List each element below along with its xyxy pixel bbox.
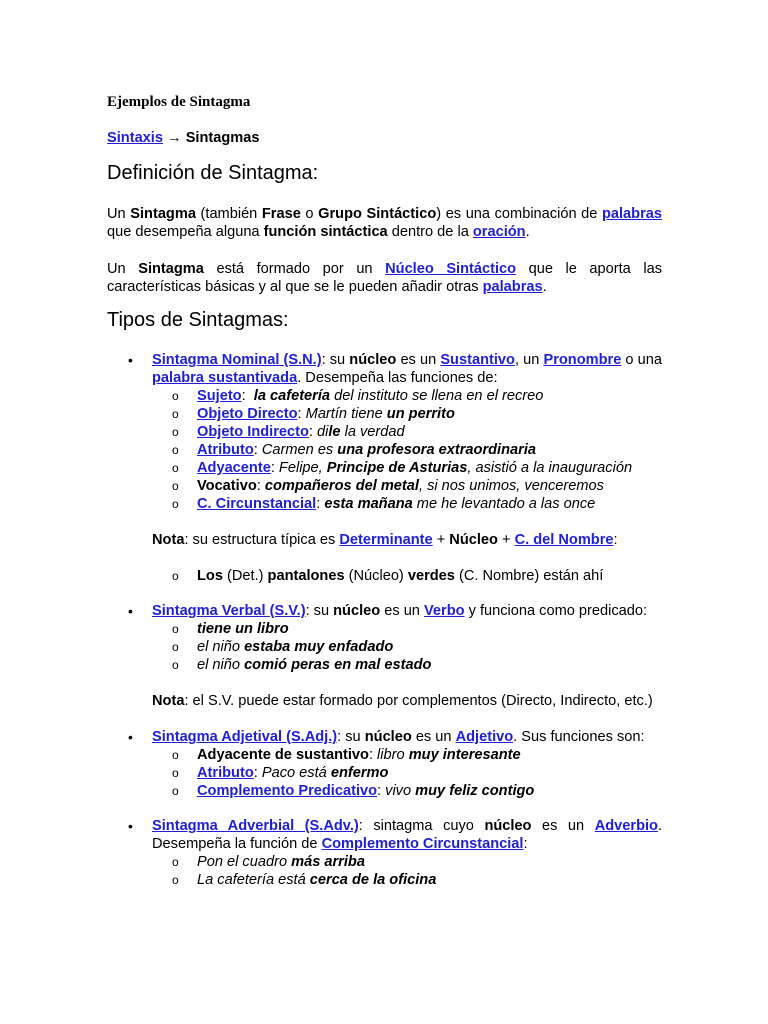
text: una profesora extraordinaria	[337, 442, 536, 458]
sadv-example-2	[197, 872, 667, 890]
link-objeto-indirecto[interactable]: Objeto Indirecto	[197, 424, 309, 440]
text: muy feliz contigo	[415, 783, 535, 799]
sv-note	[152, 693, 662, 711]
term-vocativo: Vocativo	[197, 478, 257, 494]
link-sustantivo[interactable]: Sustantivo	[440, 352, 515, 368]
link-sintagma-nominal[interactable]: Sintagma Nominal (S.N.)	[152, 352, 322, 368]
link-nucleo-sintactico[interactable]: Núcleo Sintáctico	[385, 261, 517, 277]
text: es un	[396, 352, 441, 368]
text: Los	[197, 568, 223, 584]
sintagma-nominal-item	[152, 352, 662, 387]
text: :	[270, 460, 279, 476]
text: o una	[621, 352, 663, 368]
text: (también	[195, 206, 262, 222]
link-palabras[interactable]: palabras	[601, 206, 662, 222]
text: vivo	[385, 783, 416, 799]
sub-bullet-icon: o	[172, 855, 179, 869]
text: : sintagma cuyo	[358, 818, 485, 834]
bullet-icon: •	[128, 729, 133, 745]
term-sintagma: Sintagma	[138, 261, 204, 277]
sv-example-2	[197, 639, 667, 657]
text: el niño	[197, 657, 245, 673]
text: Pon el cuadro	[197, 854, 292, 870]
text: :	[316, 496, 325, 512]
sadv-example-1	[197, 854, 667, 872]
text: Carmen es	[261, 442, 338, 458]
text: del instituto se llena en el recreo	[330, 388, 544, 404]
text: : su estructura típica es	[184, 532, 340, 548]
text: enfermo	[330, 765, 389, 781]
sub-bullet-icon: o	[172, 407, 179, 421]
link-sintagma-verbal[interactable]: Sintagma Verbal (S.V.)	[152, 603, 306, 619]
link-verbo[interactable]: Verbo	[423, 603, 465, 619]
sintagma-verbal-item	[152, 603, 662, 621]
text: :	[297, 406, 306, 422]
types-heading: Tipos de Sintagmas:	[107, 309, 289, 331]
text: libro	[377, 747, 409, 763]
document-title: Ejemplos de Sintagma	[107, 94, 251, 110]
sn-example-objeto-indirecto	[197, 424, 667, 442]
link-oracion[interactable]: oración	[472, 223, 526, 240]
sn-example-c-circunstancial	[197, 496, 667, 514]
sv-example-3	[197, 657, 667, 675]
text: más arriba	[291, 854, 365, 870]
sn-example-adyacente	[197, 460, 667, 478]
text: :	[256, 478, 265, 494]
text: verdes	[407, 568, 455, 584]
text: :	[523, 836, 528, 852]
text: Paco está	[261, 765, 331, 781]
link-adjetivo[interactable]: Adjetivo	[455, 729, 514, 745]
term-grupo-sintactico: Grupo Sintáctico	[318, 206, 437, 222]
text: pantalones	[267, 568, 345, 584]
sn-example-vocativo	[197, 478, 667, 496]
sadj-example-complemento-predicativo	[197, 783, 667, 801]
text: .	[657, 818, 663, 834]
sub-bullet-icon: o	[172, 497, 179, 511]
text: +	[497, 532, 515, 548]
text: . Desempeña las funciones de:	[297, 369, 498, 386]
text: +	[432, 532, 450, 548]
breadcrumb	[107, 130, 662, 148]
text: :	[253, 765, 262, 781]
link-sujeto[interactable]: Sujeto	[197, 388, 242, 404]
definition-paragraph-1	[107, 206, 662, 241]
sub-bullet-icon: o	[172, 461, 179, 475]
text: dentro de la	[387, 223, 473, 240]
text: compañeros del metal	[264, 478, 419, 494]
sadj-example-atributo	[197, 765, 667, 783]
text: (Núcleo)	[344, 568, 408, 584]
term-nucleo: núcleo	[349, 352, 397, 368]
text: le	[328, 424, 341, 440]
link-adverbio[interactable]: Adverbio	[594, 818, 658, 834]
text: : su	[305, 603, 334, 619]
link-adyacente[interactable]: Adyacente	[197, 460, 271, 476]
text: (C. Nombre) están ahí	[454, 568, 604, 584]
sintagma-adverbial-item	[152, 818, 662, 836]
link-sintagma-adjetival[interactable]: Sintagma Adjetival (S.Adj.)	[152, 729, 338, 745]
text: ) es una combinación de	[436, 206, 602, 222]
bullet-icon: •	[128, 603, 133, 619]
text: es un	[411, 729, 456, 745]
text: :	[613, 532, 618, 548]
sub-bullet-icon: o	[172, 425, 179, 439]
text: :	[241, 388, 254, 404]
text: me he levantado a las once	[412, 496, 596, 512]
text: Un	[107, 206, 131, 222]
text: :	[308, 424, 317, 440]
sn-structure-example	[197, 568, 667, 586]
text: el niño	[197, 639, 245, 655]
text: cerca de la oficina	[309, 872, 437, 888]
term-frase: Frase	[261, 206, 301, 222]
definition-paragraph-2	[107, 261, 662, 296]
note-label: Nota	[152, 693, 185, 709]
term-nucleo: núcleo	[333, 603, 381, 619]
text: : su	[321, 352, 350, 368]
term-nucleo: Núcleo	[449, 532, 498, 548]
sub-bullet-icon: o	[172, 640, 179, 654]
link-palabras[interactable]: palabras	[482, 278, 543, 295]
sub-bullet-icon: o	[172, 873, 179, 887]
text: la cafetería	[253, 388, 331, 404]
link-objeto-directo[interactable]: Objeto Directo	[197, 406, 298, 422]
sub-bullet-icon: o	[172, 622, 179, 636]
text: di	[317, 424, 329, 440]
text: Principe de Asturias	[326, 460, 468, 476]
text: , asistió a la inauguración	[467, 460, 633, 476]
text: estaba muy enfadado	[244, 639, 394, 655]
sn-note	[152, 532, 662, 550]
text: un perrito	[386, 406, 455, 422]
sadj-example-adyacente	[197, 747, 667, 765]
link-atributo[interactable]: Atributo	[197, 765, 254, 781]
sintagma-adverbial-item-line2	[152, 836, 662, 854]
breadcrumb-arrow: →	[167, 130, 182, 146]
sintagma-adjetival-item	[152, 729, 662, 747]
sub-bullet-icon: o	[172, 479, 179, 493]
link-sintagma-adverbial[interactable]: Sintagma Adverbial (S.Adv.)	[152, 818, 359, 834]
text: Martín tiene	[305, 406, 387, 422]
link-c-del-nombre[interactable]: C. del Nombre	[514, 532, 614, 548]
text: La cafetería está	[197, 872, 310, 888]
text: :	[368, 747, 378, 763]
breadcrumb-link-sintaxis[interactable]: Sintaxis	[107, 130, 163, 146]
link-atributo[interactable]: Atributo	[197, 442, 254, 458]
sub-bullet-icon: o	[172, 569, 179, 583]
link-c-circunstancial[interactable]: C. Circunstancial	[197, 496, 317, 512]
text: la verdad	[340, 424, 405, 440]
term-nucleo: núcleo	[364, 729, 412, 745]
sn-example-sujeto	[197, 388, 667, 406]
sub-bullet-icon: o	[172, 784, 179, 798]
text: y funciona como predicado:	[464, 603, 648, 619]
sub-bullet-icon: o	[172, 748, 179, 762]
bullet-icon: •	[128, 818, 133, 834]
text: (Det.)	[222, 568, 268, 584]
text: Felipe,	[278, 460, 327, 476]
link-palabra-sustantivada[interactable]: palabra sustantivada	[152, 369, 298, 386]
sub-bullet-icon: o	[172, 443, 179, 457]
breadcrumb-current: Sintagmas	[185, 130, 260, 146]
sn-example-objeto-directo	[197, 406, 667, 424]
text: esta mañana	[324, 496, 413, 512]
term-funcion-sintactica: función sintáctica	[263, 223, 388, 240]
sv-example-1	[197, 621, 667, 639]
link-pronombre[interactable]: Pronombre	[543, 352, 622, 368]
link-complemento-predicativo[interactable]: Complemento Predicativo	[197, 783, 378, 799]
term-sintagma: Sintagma	[130, 206, 196, 222]
text: Desempeña la función de	[152, 836, 322, 852]
text: Un	[107, 261, 139, 277]
term-nucleo: núcleo	[484, 818, 532, 834]
text: que desempeña alguna	[107, 223, 264, 240]
note-label: Nota	[152, 532, 185, 548]
link-complemento-circunstancial[interactable]: Complemento Circunstancial	[321, 836, 524, 852]
text: comió peras en mal estado	[244, 657, 432, 673]
text: :	[377, 783, 386, 799]
text: , un	[514, 352, 544, 368]
text: muy interesante	[408, 747, 521, 763]
text: está formado por un	[203, 261, 386, 277]
sub-bullet-icon: o	[172, 658, 179, 672]
text: .	[525, 223, 530, 240]
definition-heading: Definición de Sintagma:	[107, 162, 319, 184]
sub-bullet-icon: o	[172, 766, 179, 780]
term-adyacente-de-sustantivo: Adyacente de sustantivo	[197, 747, 369, 763]
sub-bullet-icon: o	[172, 389, 179, 403]
text: es un	[380, 603, 424, 619]
sn-example-atributo	[197, 442, 667, 460]
text: . Sus funciones son:	[513, 729, 645, 745]
text: : su	[337, 729, 365, 745]
text: que le aporta las características básicas y al que se le pueden añadir otras	[107, 261, 663, 295]
text: es un	[531, 818, 595, 834]
text: : el S.V. puede estar formado por complementos (Directo, Indirecto, etc.)	[184, 693, 653, 709]
text: .	[542, 278, 547, 295]
bullet-icon: •	[128, 352, 133, 368]
link-determinante[interactable]: Determinante	[339, 532, 433, 548]
text: o	[300, 206, 319, 222]
text: , si nos unimos, venceremos	[418, 478, 604, 494]
text: :	[253, 442, 262, 458]
text: tiene un libro	[197, 621, 289, 637]
